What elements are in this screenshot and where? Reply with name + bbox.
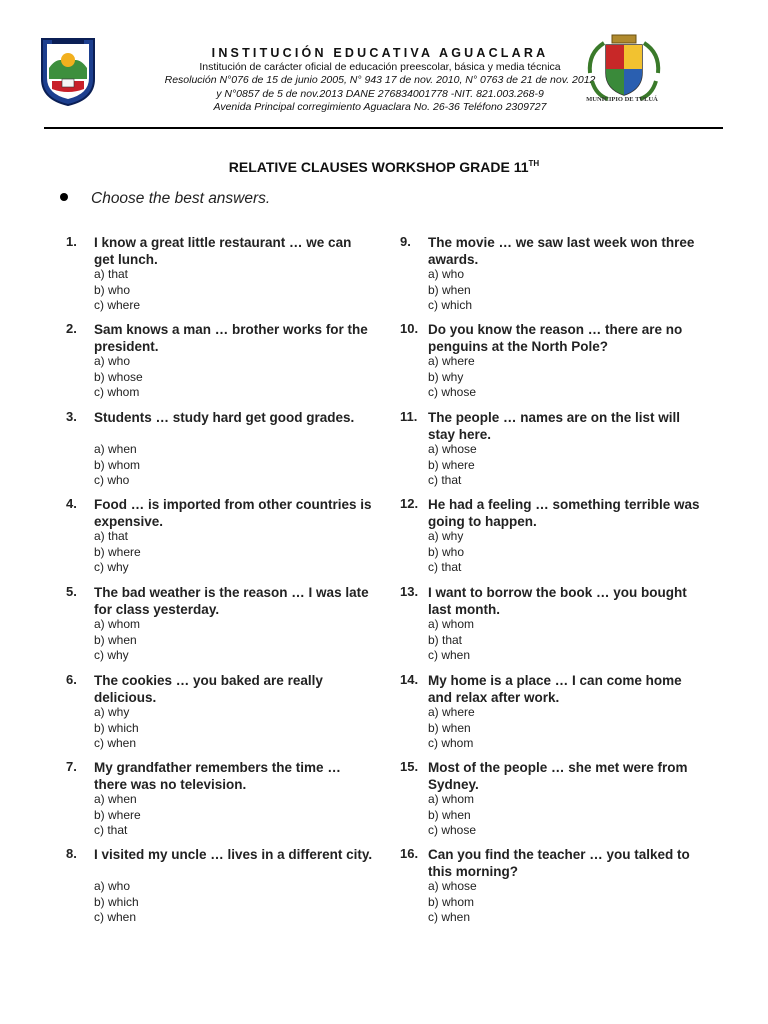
answer-option: b) which — [94, 720, 139, 735]
title-superscript: TH — [528, 159, 540, 168]
answer-options — [94, 617, 140, 664]
answer-option: c) which — [428, 298, 473, 312]
school-crest-icon — [38, 33, 98, 107]
answer-option: a) whom — [428, 617, 475, 631]
question-text: The bad weather is the reason … I was late for class yesterday. — [94, 585, 369, 617]
question-number: 6. — [66, 672, 77, 687]
question-text: The people … names are on the list will stay here. — [428, 410, 681, 442]
answer-option: c) why — [94, 648, 129, 662]
institution-description: Institución de carácter oficial de educación preescolar, básica y media técnica — [199, 60, 561, 73]
answer-option: c) whom — [94, 385, 140, 399]
answer-options — [94, 879, 139, 926]
question-text: Students … study hard get good grades. — [94, 410, 355, 425]
answer-option: a) where — [428, 705, 475, 719]
question-number: 12. — [400, 496, 419, 511]
answer-options — [94, 529, 141, 576]
answer-option: b) which — [94, 894, 139, 909]
answer-options — [428, 442, 477, 489]
question-text: The movie … we saw last week won three awards. — [428, 235, 695, 267]
answer-option: c) whom — [428, 736, 474, 750]
answer-option: c) who — [94, 473, 130, 487]
answer-options — [428, 879, 477, 926]
question-text: My home is a place … I can come home and relax after work. — [428, 673, 682, 705]
answer-options — [428, 792, 476, 839]
instruction-text: Choose the best answers. — [91, 190, 271, 207]
answer-option: b) when — [428, 282, 471, 297]
question-text: I visited my uncle … lives in a different city. — [94, 847, 373, 862]
answer-option: b) whom — [94, 457, 141, 472]
answer-option: c) that — [428, 473, 462, 487]
document-header — [0, 0, 768, 130]
answer-option: c) that — [428, 560, 462, 574]
answer-options — [94, 267, 140, 314]
answer-option: b) when — [94, 632, 137, 647]
question-number: 3. — [66, 409, 77, 424]
answer-option: b) when — [428, 807, 471, 822]
question-text: Sam knows a man … brother works for the president. — [94, 322, 368, 354]
answer-option: b) that — [428, 632, 463, 647]
answer-option: a) why — [428, 529, 464, 543]
answer-option: b) when — [428, 720, 471, 735]
answer-option: a) who — [94, 354, 131, 368]
answer-option: b) where — [94, 807, 141, 822]
question-number: 11. — [400, 409, 418, 424]
question-number: 2. — [66, 321, 77, 336]
question-text: Do you know the reason … there are no penguins at the North Pole? — [428, 322, 683, 354]
answer-option: b) whom — [428, 894, 475, 909]
answer-option: c) when — [428, 648, 471, 662]
question-text: I know a great little restaurant … we can get lunch. — [94, 235, 352, 267]
question-text: Most of the people … she met were from Sydney. — [428, 760, 688, 792]
answer-option: a) that — [94, 267, 129, 281]
question-number: 4. — [66, 496, 77, 511]
question-number: 7. — [66, 759, 77, 774]
question-text: My grandfather remembers the time … there was no television. — [94, 760, 341, 792]
answer-option: a) whom — [94, 617, 141, 631]
question-number: 15. — [400, 759, 419, 774]
answer-options — [428, 705, 475, 752]
answer-option: a) when — [94, 442, 137, 456]
answer-option: a) who — [428, 267, 465, 281]
answer-options — [94, 792, 141, 839]
question-number: 16. — [400, 846, 419, 861]
answer-option: c) whose — [428, 823, 477, 837]
answer-option: c) when — [428, 910, 471, 924]
answer-option: a) whom — [428, 792, 475, 806]
answer-option: c) when — [94, 910, 137, 924]
answer-option: c) that — [94, 823, 128, 837]
answer-option: a) that — [94, 529, 129, 543]
answer-options — [94, 442, 140, 489]
question-text: I want to borrow the book … you bought last month. — [428, 585, 687, 617]
answer-options — [94, 705, 139, 752]
answer-options — [94, 354, 143, 401]
question-number: 8. — [66, 846, 77, 861]
answer-option: c) where — [94, 298, 141, 312]
dane-nit-line: y N°0857 de 5 de nov.2013 DANE 276834001778 -NIT. 821.003.268-9 — [216, 87, 544, 100]
instruction — [60, 190, 270, 208]
answer-option: b) whose — [94, 369, 143, 384]
question-number: 14. — [400, 672, 419, 687]
question-text: The cookies … you baked are really delicious. — [94, 673, 323, 705]
answer-option: c) why — [94, 560, 129, 574]
question-number: 13. — [400, 584, 419, 599]
bullet-icon — [60, 193, 68, 201]
answer-option: c) when — [94, 736, 137, 750]
question-number: 1. — [66, 234, 77, 249]
answer-option: a) why — [94, 705, 130, 719]
answer-options — [428, 354, 476, 401]
answer-option: a) where — [428, 354, 475, 368]
answer-options — [428, 617, 474, 664]
answer-option: b) where — [94, 544, 141, 559]
institution-name: INSTITUCIÓN EDUCATIVA AGUACLARA — [211, 46, 549, 60]
header-divider — [44, 127, 723, 129]
resolution-line: Resolución N°076 de 15 de junio 2005, N° 943 17 de nov. 2010, N° 0763 de 21 de nov. 2012 — [164, 74, 596, 86]
answer-option: a) when — [94, 792, 137, 806]
answer-option: a) whose — [428, 879, 477, 893]
municipality-label: MUNICIPIO DE TULUÁ — [586, 96, 658, 103]
address-line: Avenida Principal corregimiento Aguaclara No. 26-36 Teléfono 2309727 — [213, 101, 547, 113]
question-number: 9. — [400, 234, 411, 249]
answer-option: c) whose — [428, 385, 477, 399]
answer-options — [428, 529, 464, 576]
answer-option: b) why — [428, 369, 464, 384]
answer-option: a) whose — [428, 442, 477, 456]
answer-option: b) who — [94, 282, 131, 297]
answer-option: b) who — [428, 544, 465, 559]
question-number: 5. — [66, 584, 77, 599]
question-text: He had a feeling … something terrible was going to happen. — [428, 497, 700, 529]
question-number: 10. — [400, 321, 419, 336]
answer-option: a) who — [94, 879, 131, 893]
question-text: Can you find the teacher … you talked to this morning? — [428, 847, 690, 879]
question-text: Food … is imported from other countries is expensive. — [94, 497, 372, 529]
answer-options — [428, 267, 472, 314]
title-text: RELATIVE CLAUSES WORKSHOP GRADE 11 — [228, 159, 529, 175]
answer-option: b) where — [428, 457, 475, 472]
worksheet-title — [0, 159, 768, 175]
